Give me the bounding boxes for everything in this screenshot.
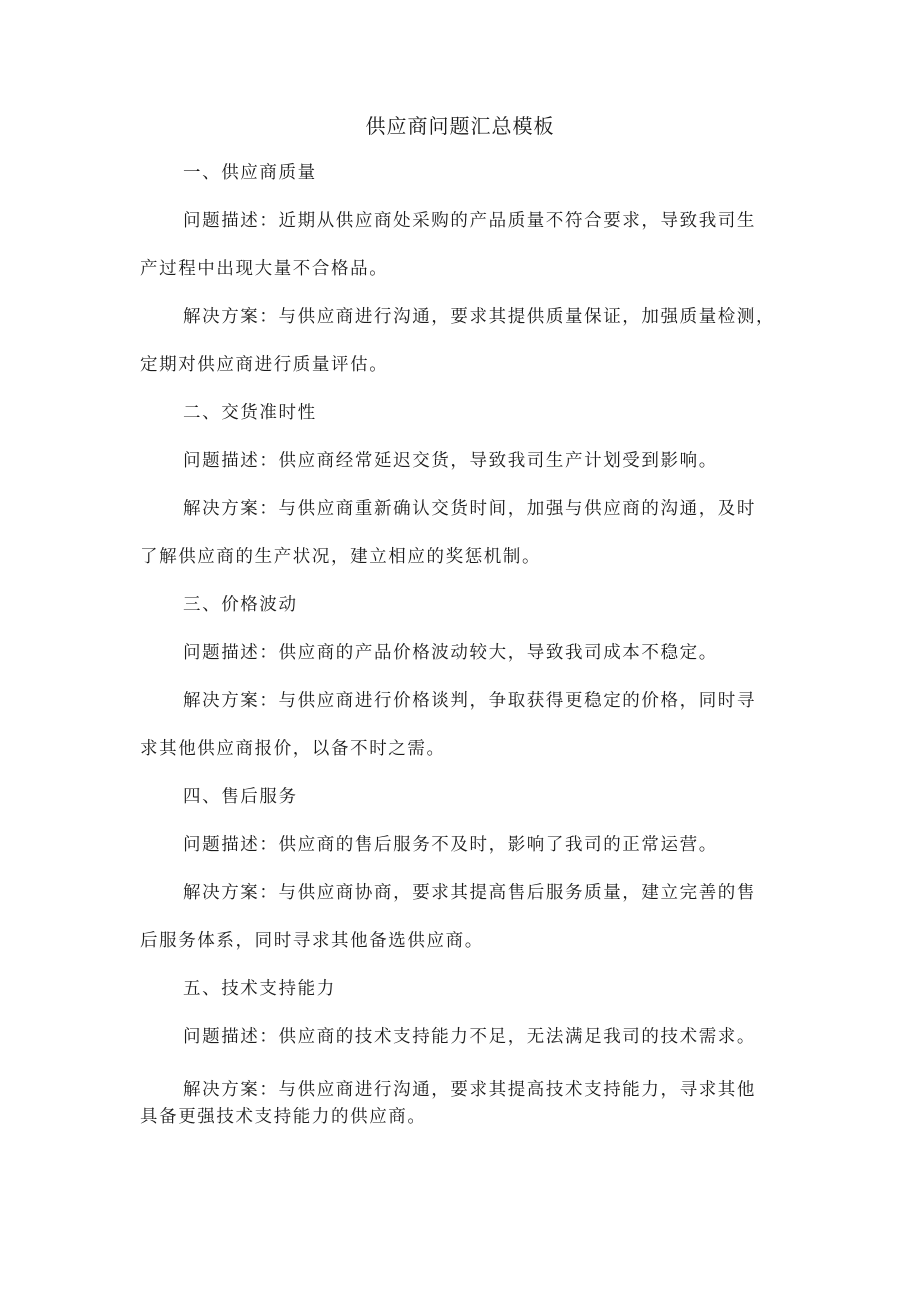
problem-description: 问题描述：供应商的技术支持能力不足，无法满足我司的技术需求。 bbox=[183, 1027, 756, 1047]
solution-description-cont: 具备更强技术支持能力的供应商。 bbox=[140, 1107, 427, 1127]
section-heading: 四、售后服务 bbox=[183, 787, 298, 807]
solution-description-cont: 求其他供应商报价，以备不时之需。 bbox=[140, 739, 446, 759]
solution-description: 解决方案：与供应商重新确认交货时间，加强与供应商的沟通，及时 bbox=[183, 499, 756, 519]
solution-description-cont: 定期对供应商进行质量评估。 bbox=[140, 355, 389, 375]
problem-description: 问题描述：供应商的产品价格波动较大，导致我司成本不稳定。 bbox=[183, 643, 718, 663]
problem-description: 问题描述：近期从供应商处采购的产品质量不符合要求，导致我司生 bbox=[183, 211, 756, 231]
solution-description-cont: 了解供应商的生产状况，建立相应的奖惩机制。 bbox=[140, 547, 542, 567]
page-title: 供应商问题汇总模板 bbox=[365, 114, 555, 138]
solution-description: 解决方案：与供应商进行沟通，要求其提高技术支持能力，寻求其他 bbox=[183, 1080, 756, 1100]
section-heading: 三、价格波动 bbox=[183, 595, 298, 615]
problem-description-cont: 产过程中出现大量不合格品。 bbox=[140, 259, 389, 279]
solution-description: 解决方案：与供应商协商，要求其提高售后服务质量，建立完善的售 bbox=[183, 883, 756, 903]
solution-description: 解决方案：与供应商进行沟通，要求其提供质量保证，加强质量检测， bbox=[183, 307, 776, 327]
problem-description: 问题描述：供应商的售后服务不及时，影响了我司的正常运营。 bbox=[183, 835, 718, 855]
section-heading: 二、交货准时性 bbox=[183, 403, 317, 423]
solution-description: 解决方案：与供应商进行价格谈判，争取获得更稳定的价格，同时寻 bbox=[183, 691, 756, 711]
section-heading: 五、技术支持能力 bbox=[183, 979, 336, 999]
section-heading: 一、供应商质量 bbox=[183, 163, 317, 183]
solution-description-cont: 后服务体系，同时寻求其他备选供应商。 bbox=[140, 931, 484, 951]
problem-description: 问题描述：供应商经常延迟交货，导致我司生产计划受到影响。 bbox=[183, 451, 718, 471]
